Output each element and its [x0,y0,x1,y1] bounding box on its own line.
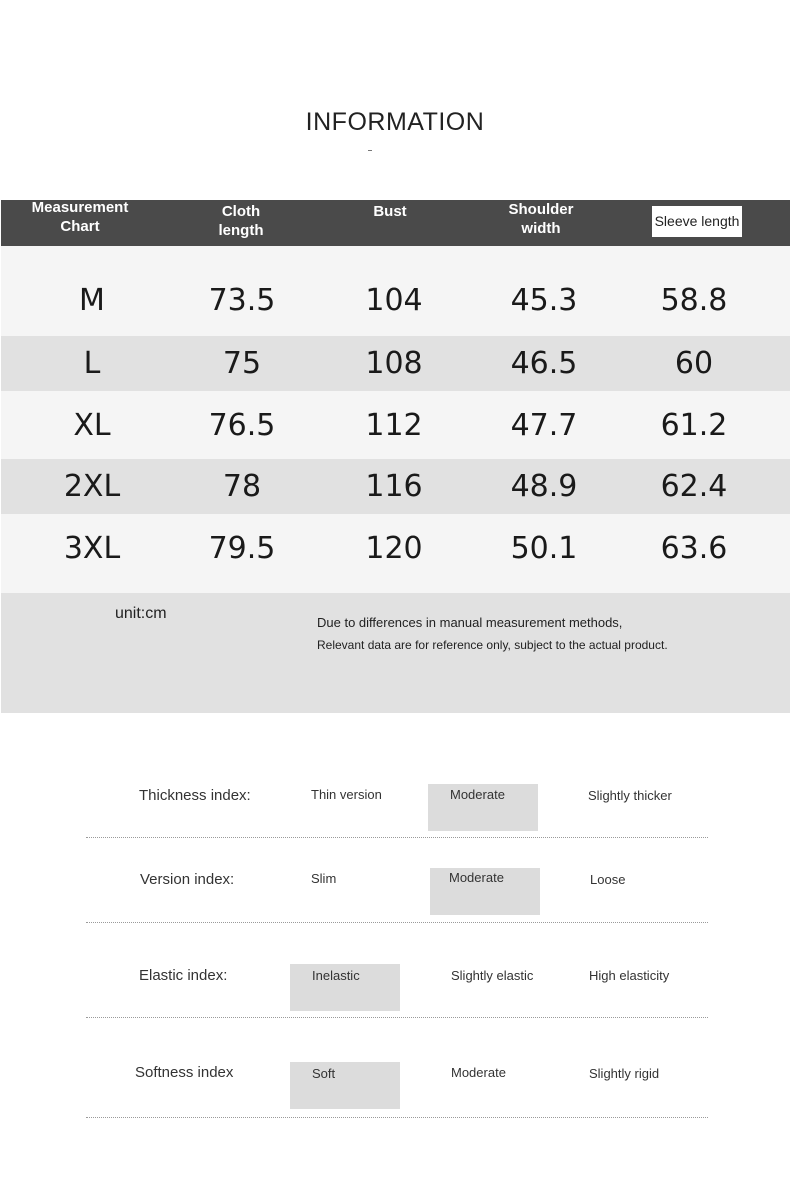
softness-option-moderate: Moderate [451,1065,506,1080]
bust-cell: 104 [365,282,423,318]
measurement-note [1,593,790,713]
cloth-length-cell: 75 [222,346,262,381]
bust-cell: 112 [365,407,423,443]
elastic-option-slightly-elastic: Slightly elastic [451,968,534,983]
sleeve-length-cell: 58.8 [660,282,728,318]
page-title: INFORMATION [305,108,485,136]
size-cell: XL [73,407,111,443]
size-table-header [1,200,790,246]
thickness-option-thin: Thin version [311,787,382,802]
elastic-option-high-elasticity: High elasticity [589,968,670,983]
cloth-length-cell: 79.5 [208,531,276,566]
bust-cell: 116 [365,469,423,504]
version-option-loose: Loose [590,872,626,887]
cloth-length-cell: 73.5 [208,282,276,318]
size-cell: 2XL [63,469,121,504]
sleeve-length-cell: 61.2 [660,407,728,443]
thickness-option-moderate: Moderate [450,787,505,802]
bust-cell: 108 [365,346,423,381]
table-row [1,391,790,459]
softness-option-soft: Soft [312,1066,336,1081]
header-measurement-chart: Measurement Chart [31,199,129,235]
cloth-length-cell: 78 [222,469,262,504]
table-row [1,514,790,593]
table-row [1,336,790,391]
header-cloth-length: Cloth length [218,203,264,239]
table-row [1,459,790,514]
softness-option-slightly-rigid: Slightly rigid [589,1066,660,1081]
selected-highlight [290,1062,400,1109]
shoulder-width-cell: 48.9 [510,469,578,504]
shoulder-width-cell: 50.1 [510,531,578,566]
divider [86,1016,708,1018]
note-line-1: Due to differences in manual measurement methods, [317,615,623,630]
elastic-option-inelastic: Inelastic [312,968,360,983]
size-cell: M [79,282,105,318]
sleeve-length-cell: 63.6 [660,531,728,566]
header-shoulder-width: Shoulder width [508,201,574,237]
shoulder-width-cell: 46.5 [510,346,578,381]
divider [86,836,708,838]
table-row [1,246,790,336]
version-option-slim: Slim [311,871,337,886]
header-bust: Bust [373,202,407,220]
softness-index-label: Softness index [135,1064,234,1081]
cloth-length-cell: 76.5 [208,407,276,443]
shoulder-width-cell: 47.7 [510,407,578,443]
thickness-option-thicker: Slightly thicker [588,788,672,803]
thickness-index-label: Thickness index: [139,787,251,804]
sleeve-length-cell: 62.4 [660,469,728,504]
size-cell: L [83,346,101,381]
divider [86,921,708,923]
size-cell: 3XL [63,531,121,566]
shoulder-width-cell: 45.3 [510,282,578,318]
divider [86,1116,708,1118]
title-divider [368,150,372,151]
sleeve-length-cell: 60 [674,346,714,381]
header-sleeve-length: Sleeve length [652,206,742,237]
note-line-2: Relevant data are for reference only, subject to the actual product. [317,638,668,652]
unit-label: unit:cm [115,605,167,622]
bust-cell: 120 [365,531,423,566]
version-index-label: Version index: [140,871,235,888]
elastic-index-label: Elastic index: [139,967,228,984]
version-option-moderate: Moderate [449,870,504,885]
